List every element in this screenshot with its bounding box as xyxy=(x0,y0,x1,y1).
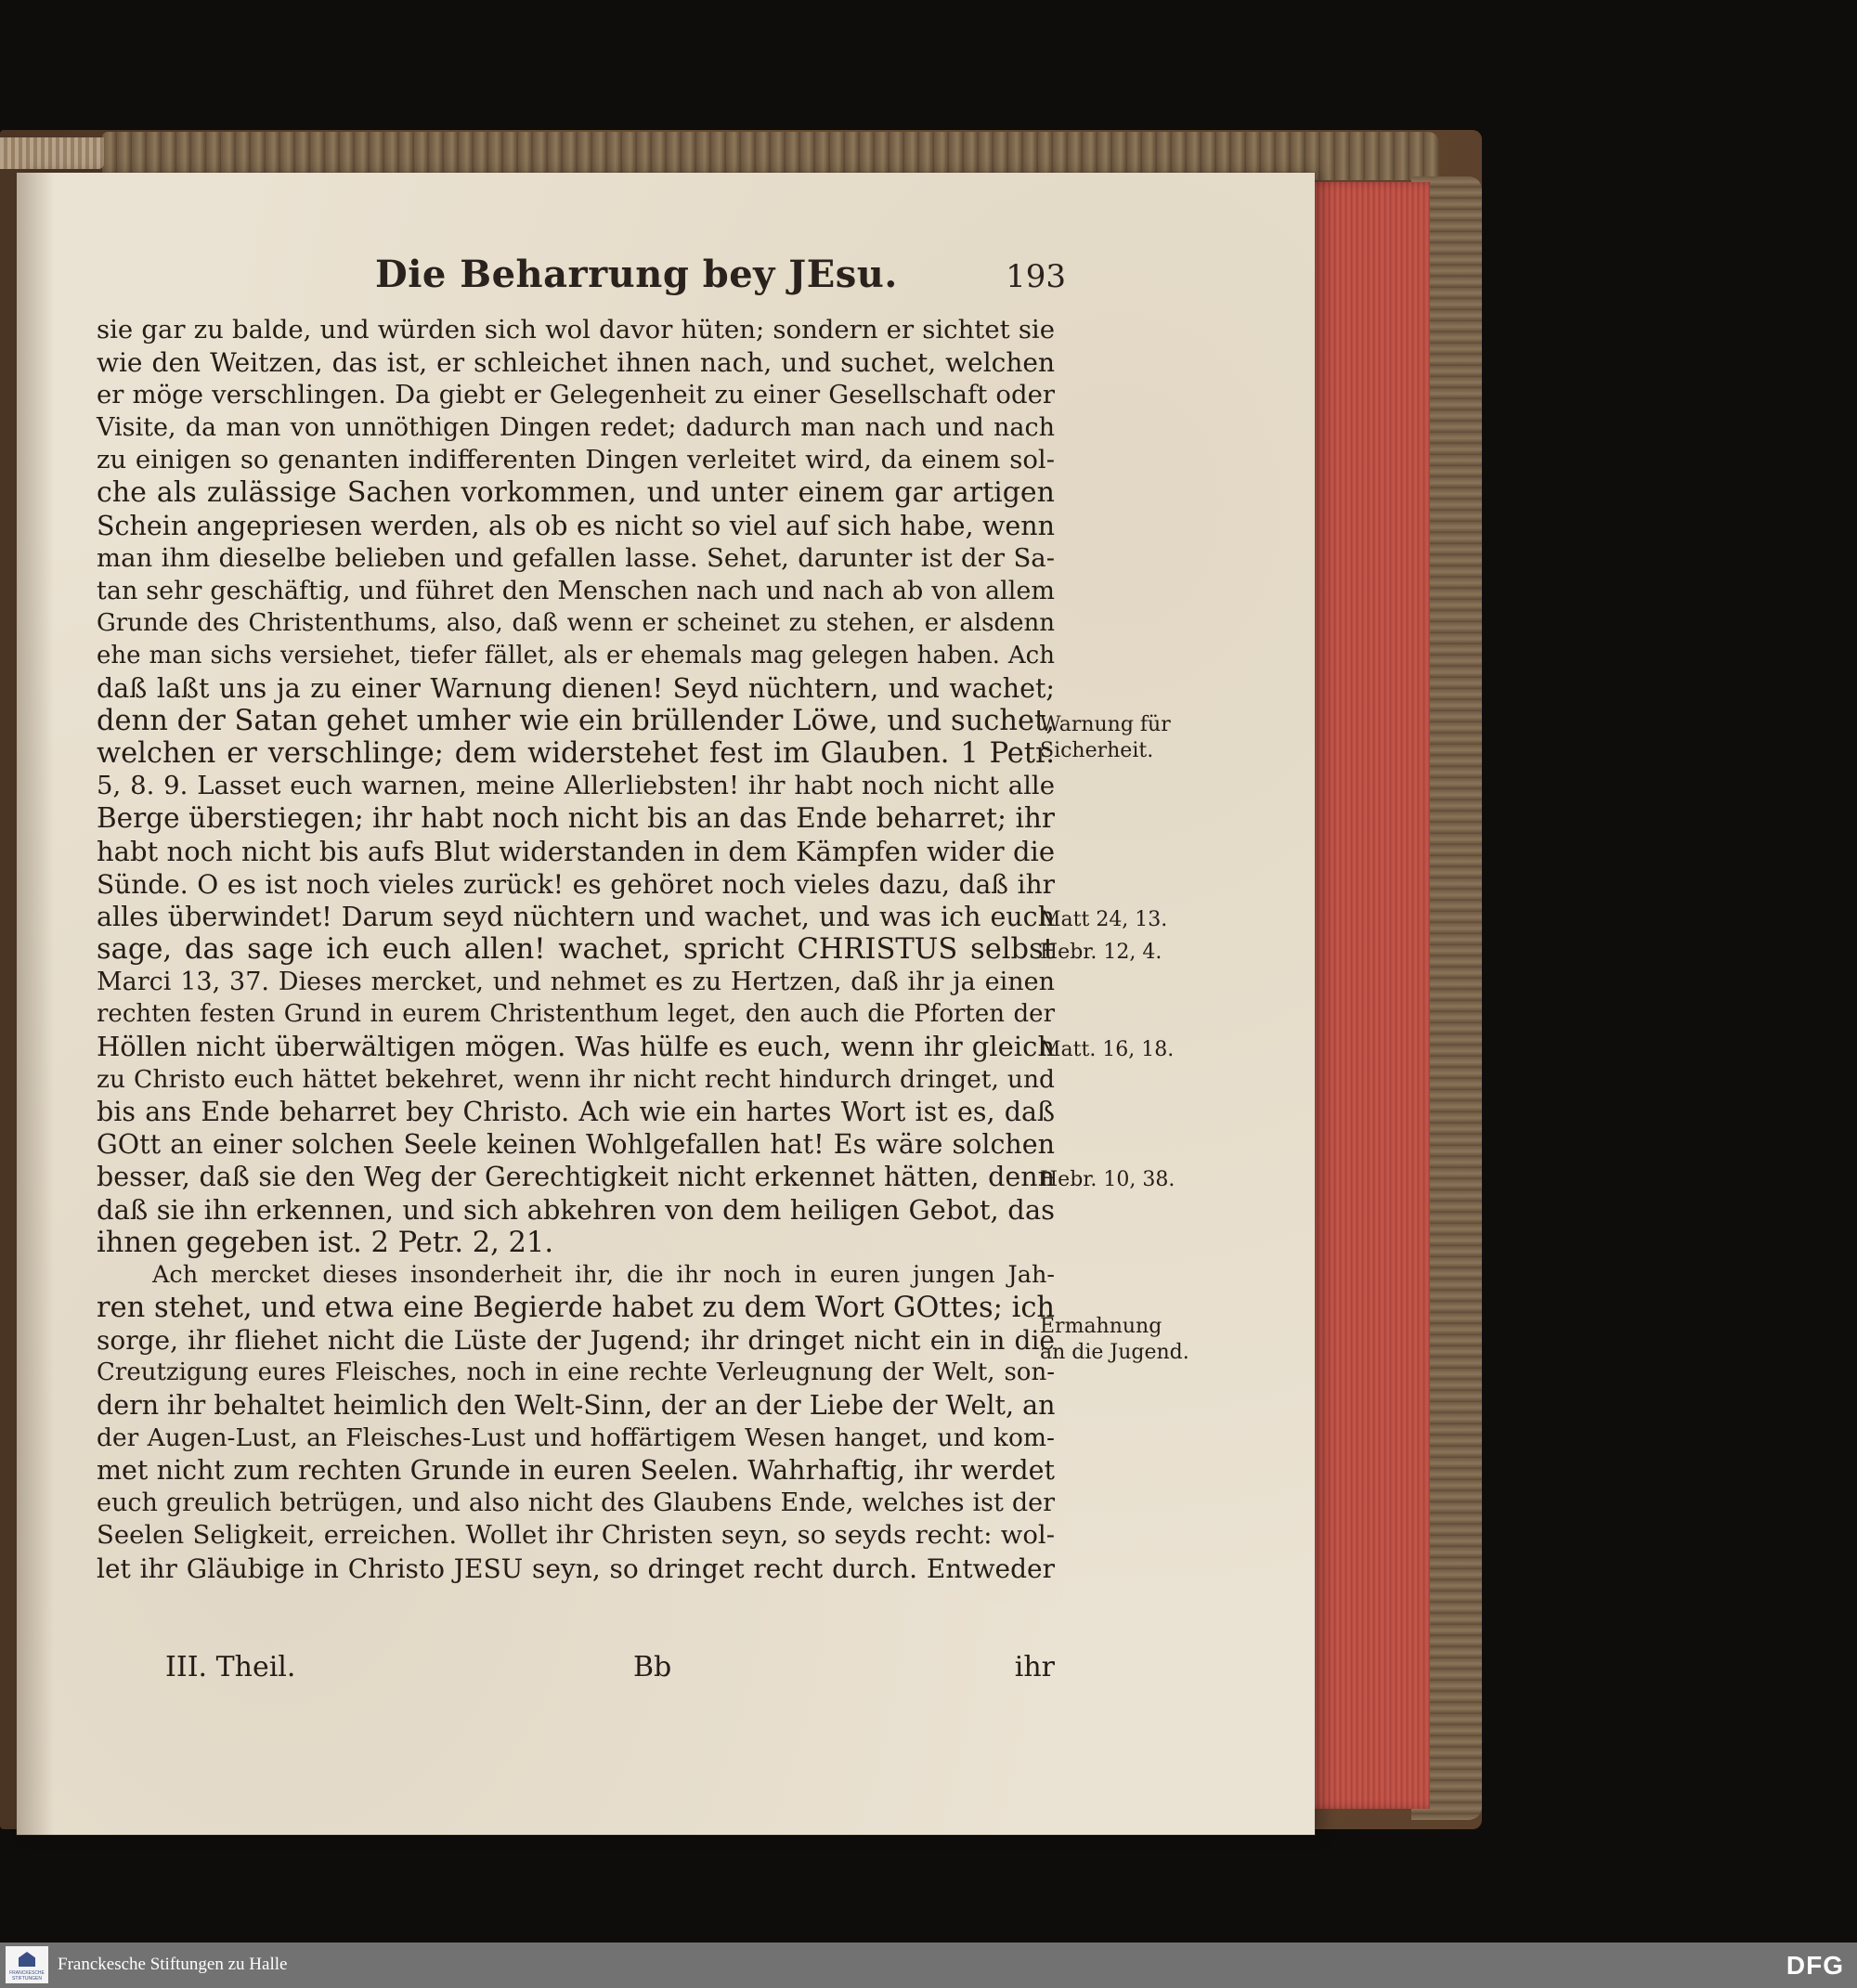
book-page xyxy=(17,173,1315,1835)
text-line: er möge verschlingen. Da giebt er Gelegenheit zu einer Gesellschaft oder xyxy=(97,380,1055,410)
margin-note-sicherheit: Sicherheit. xyxy=(1040,739,1154,762)
text-line: dern ihr behaltet heimlich den Welt-Sinn, der an der Liebe der Welt, an xyxy=(97,1390,1056,1422)
text-line: let ihr Gläubige in Christo JESU seyn, so dringet recht durch. Entweder xyxy=(97,1553,1055,1584)
text-line: Seelen Seligkeit, erreichen. Wollet ihr Christen seyn, so seyds recht: wol- xyxy=(97,1520,1055,1551)
running-title: Die Beharrung bey JEsu. xyxy=(375,253,898,296)
binding-sewing xyxy=(0,137,104,169)
text-line: ren stehet, und etwa eine Begierde habet zu dem Wort GOttes; ich xyxy=(97,1291,1056,1324)
text-line: Berge überstiegen; ihr habt noch nicht bis an das Ende beharret; ihr xyxy=(97,802,1055,835)
text-line: met nicht zum rechten Grunde in euren Seelen. Wahrhaftig, ihr werdet xyxy=(97,1455,1055,1487)
text-line: Marci 13, 37. Dieses mercket, und nehmet es zu Hertzen, daß ihr ja einen xyxy=(97,967,1055,996)
text-line: alles überwindet! Darum seyd nüchtern und wachet, und was ich euch xyxy=(97,901,1055,932)
gutter-shadow xyxy=(17,173,54,1835)
text-line: zu Christo euch hättet bekehret, wenn ihr nicht recht hindurch dringet, und xyxy=(97,1065,1055,1095)
page-footer xyxy=(165,1651,1055,1688)
text-line: sage, das sage ich euch allen! wachet, spricht CHRISTUS selbst xyxy=(97,932,1055,966)
dfg-logo: DFG xyxy=(1786,1951,1844,1980)
text-line: sorge, ihr fliehet nicht die Lüste der Jugend; ihr dringet nicht ein in die xyxy=(97,1324,1055,1356)
franckesche-logo xyxy=(6,1946,48,1983)
margin-note-matt-16: Matt. 16, 18. xyxy=(1040,1038,1175,1061)
text-line: daß laßt uns ja zu einer Warnung dienen! Seyd nüchtern, und wachet; xyxy=(97,673,1055,705)
text-line: zu einigen so genanten indifferenten Dingen verleitet wird, da einem sol- xyxy=(97,445,1055,475)
text-line: euch greulich betrügen, und also nicht des Glaubens Ende, welches ist der xyxy=(97,1488,1055,1518)
text-line: Sünde. O es ist noch vieles zurück! es gehöret noch vieles dazu, daß ihr xyxy=(97,868,1055,900)
text-line: daß sie ihn erkennen, und sich abkehren von dem heiligen Gebot, das xyxy=(97,1193,1055,1226)
running-header xyxy=(110,253,1066,308)
sheet-mark: Bb xyxy=(633,1651,672,1683)
catchword: ihr xyxy=(1014,1651,1055,1683)
institution-name: Franckesche Stiftungen zu Halle xyxy=(58,1955,288,1974)
text-line: ehe man sichs versiehet, tiefer fället, als er ehemals mag gelegen haben. Ach xyxy=(97,641,1055,669)
text-line: Creutzigung eures Fleisches, noch in eine rechte Verleugnung der Welt, son- xyxy=(97,1358,1055,1386)
text-line: denn der Satan gehet umher wie ein brüllender Löwe, und suchet, xyxy=(97,705,1055,738)
text-line: wie den Weitzen, das ist, er schleichet ihnen nach, und suchet, welchen xyxy=(97,347,1055,379)
text-line: ihnen gegeben ist. 2 Petr. 2, 21. xyxy=(97,1226,554,1259)
text-line: Schein angepriesen werden, als ob es nicht so viel auf sich habe, wenn xyxy=(97,510,1055,541)
text-line: der Augen-Lust, an Fleisches-Lust und hoffärtigem Wesen hanget, und kom- xyxy=(97,1423,1055,1453)
margin-note-hebr-12: Hebr. 12, 4. xyxy=(1040,941,1162,964)
red-page-edges xyxy=(1302,182,1430,1809)
margin-note-matt-24: Matt 24, 13. xyxy=(1040,908,1168,931)
text-line: habt noch nicht bis aufs Blut widerstanden in dem Kämpfen wider die xyxy=(97,835,1055,867)
building-icon xyxy=(19,1952,35,1967)
text-line: Ach mercket dieses insonderheit ihr, die ihr noch in euren jungen Jah- xyxy=(152,1260,1055,1289)
text-line: tan sehr geschäftig, und führet den Menschen nach und nach ab von allem xyxy=(97,576,1055,605)
body-text xyxy=(97,314,1055,1585)
text-line: man ihm dieselbe belieben und gefallen lasse. Sehet, darunter ist der Sa- xyxy=(97,542,1055,573)
text-line: Grunde des Christenthums, also, daß wenn er scheinet zu stehen, er alsdenn xyxy=(97,608,1055,637)
text-line: sie gar zu balde, und würden sich wol davor hüten; sondern er sichtet sie xyxy=(97,315,1055,344)
text-line: 5, 8. 9. Lasset euch warnen, meine Allerliebsten! ihr habt noch nicht alle xyxy=(97,771,1055,801)
page-number: 193 xyxy=(1006,258,1066,295)
text-line: Höllen nicht überwältigen mögen. Was hülfe es euch, wenn ihr gleich xyxy=(97,1031,1055,1063)
text-line: GOtt an einer solchen Seele keinen Wohlgefallen hat! Es wäre solchen xyxy=(97,1129,1055,1161)
text-line: welchen er verschlinge; dem widerstehet fest im Glauben. 1 Petr. xyxy=(97,737,1055,771)
text-line: Visite, da man von unnöthigen Dingen redet; dadurch man nach und nach xyxy=(97,413,1055,443)
margin-note-hebr-10: Hebr. 10, 38. xyxy=(1040,1168,1175,1191)
text-line: rechten festen Grund in eurem Christenthum leget, den auch die Pforten der xyxy=(97,999,1055,1028)
logo-caption: FRANCKESCHE STIFTUNGEN xyxy=(9,1970,45,1982)
viewer-bottom-bar xyxy=(0,1943,1857,1988)
text-line: besser, daß sie den Weg der Gerechtigkeit nicht erkennet hätten, denn xyxy=(97,1162,1055,1193)
margin-note-warnung: Warnung für xyxy=(1040,713,1171,736)
margin-note-ermahnung: Ermahnung xyxy=(1040,1315,1162,1338)
text-line: bis ans Ende beharret bey Christo. Ach wie ein hartes Wort ist es, daß xyxy=(97,1097,1055,1128)
signature-mark: III. Theil. xyxy=(165,1651,296,1683)
text-line: che als zulässige Sachen vorkommen, und unter einem gar artigen xyxy=(97,476,1055,510)
margin-note-jugend: an die Jugend. xyxy=(1040,1341,1189,1364)
